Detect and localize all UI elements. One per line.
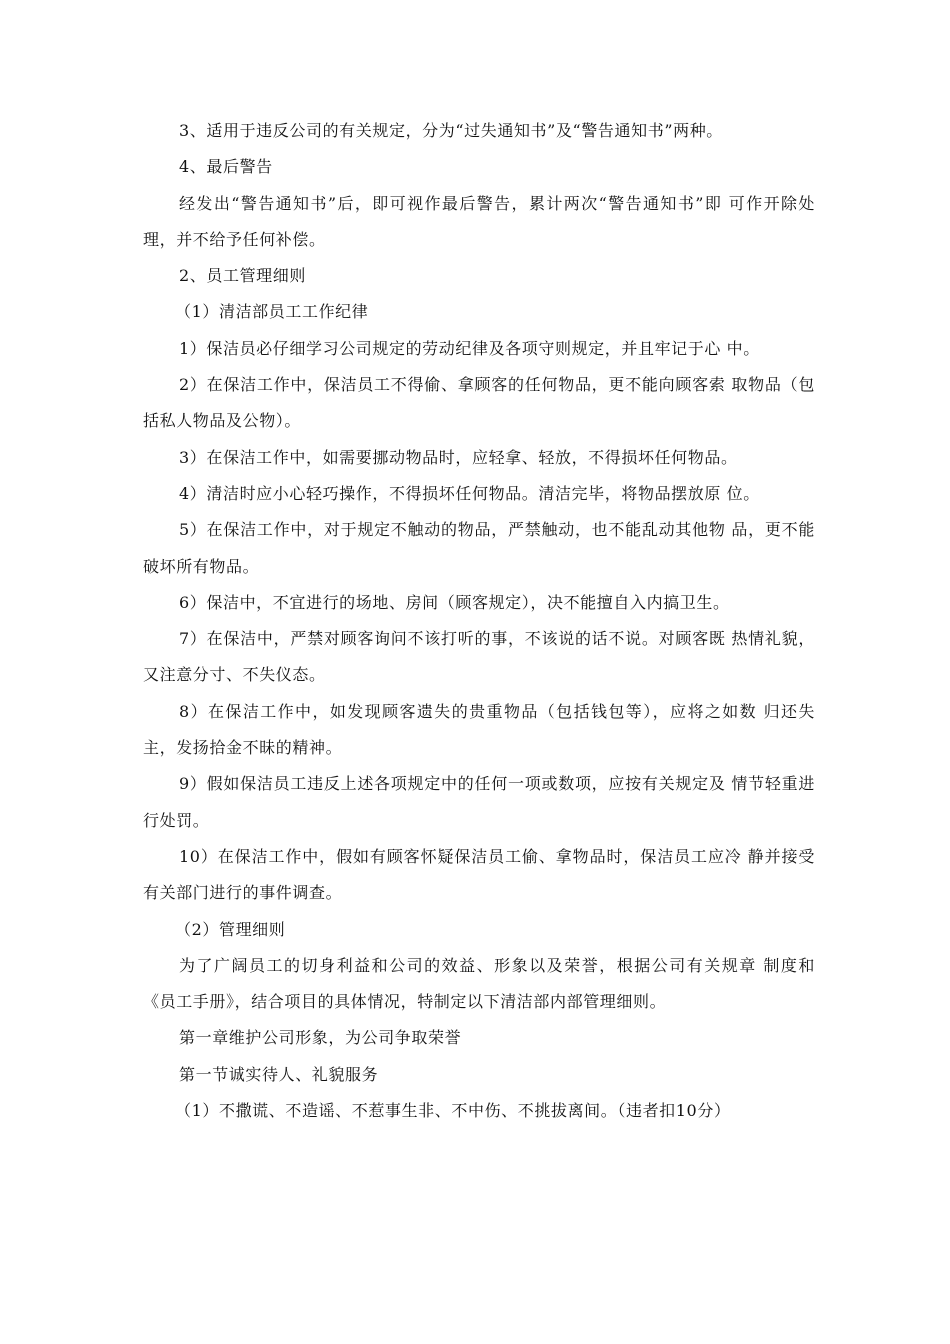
discipline-item-5: 5）在保洁工作中，对于规定不触动的物品，严禁触动，也不能乱动其他物 品，更不能破坏所有物品。 bbox=[143, 520, 815, 576]
section-item-1: （1）不撒谎、不造谣、不惹事生非、不中伤、不挑拔离间。（违者扣10分） bbox=[175, 1101, 731, 1121]
paragraph-management-intro: 为了广阔员工的切身利益和公司的效益、形象以及荣誉，根据公司有关规章 制度和《员工手册》，结合项目的具体情况，特制定以下清洁部内部管理细则。 bbox=[143, 955, 815, 1012]
discipline-item-8: 8）在保洁工作中，如发现顾客遗失的贵重物品（包括钱包等），应将之如数 归还失主，发扬拾金不昧的精神。 bbox=[143, 701, 815, 758]
discipline-item-10: 10）在保洁工作中，假如有顾客怀疑保洁员工偷、拿物品时，保洁员工应冷 静并接受有关部门进行的事件调查。 bbox=[143, 846, 815, 903]
heading-section-1: 第一节诚实待人、礼貌服务 bbox=[179, 1064, 379, 1084]
heading-chapter-1: 第一章维护公司形象，为公司争取荣誉 bbox=[179, 1028, 462, 1048]
heading-final-warning: 4、最后警告 bbox=[179, 157, 273, 177]
discipline-item-3: 3）在保洁工作中，如需要挪动物品时，应轻拿、轻放，不得损坏任何物品。 bbox=[179, 447, 738, 467]
heading-management-rules: （2）管理细则 bbox=[175, 919, 286, 939]
discipline-item-1: 1）保洁员必仔细学习公司规定的劳动纪律及各项守则规定，并且牢记于心 中。 bbox=[179, 338, 760, 358]
discipline-item-2: 2）在保洁工作中，保洁员工不得偷、拿顾客的任何物品，更不能向顾客索 取物品（包括私人物品及公物）。 bbox=[143, 375, 815, 431]
discipline-item-6: 6）保洁中，不宜进行的场地、房间（顾客规定），决不能擅自入内搞卫生。 bbox=[179, 592, 730, 612]
heading-staff-rules: 2、员工管理细则 bbox=[179, 266, 306, 286]
paragraph-rule-3: 3、适用于违反公司的有关规定，分为“过失通知书”及“警告通知书”两种。 bbox=[179, 121, 723, 140]
document-page bbox=[143, 113, 815, 1129]
discipline-item-4: 4）清洁时应小心轻巧操作，不得损坏任何物品。清洁完毕，将物品摆放原 位。 bbox=[179, 483, 760, 503]
paragraph-final-warning: 经发出“警告通知书”后，即可视作最后警告，累计两次“警告通知书”即 可作开除处理，并不给予任何补偿。 bbox=[143, 193, 815, 249]
discipline-item-9: 9）假如保洁员工违反上述各项规定中的任何一项或数项，应按有关规定及 情节轻重进行处罚。 bbox=[143, 774, 815, 830]
discipline-item-7: 7）在保洁中，严禁对顾客询问不该打听的事，不该说的话不说。对顾客既 热情礼貌，又注意分寸、不失仪态。 bbox=[143, 629, 815, 685]
heading-cleaning-discipline: （1）清洁部员工工作纪律 bbox=[175, 302, 369, 322]
